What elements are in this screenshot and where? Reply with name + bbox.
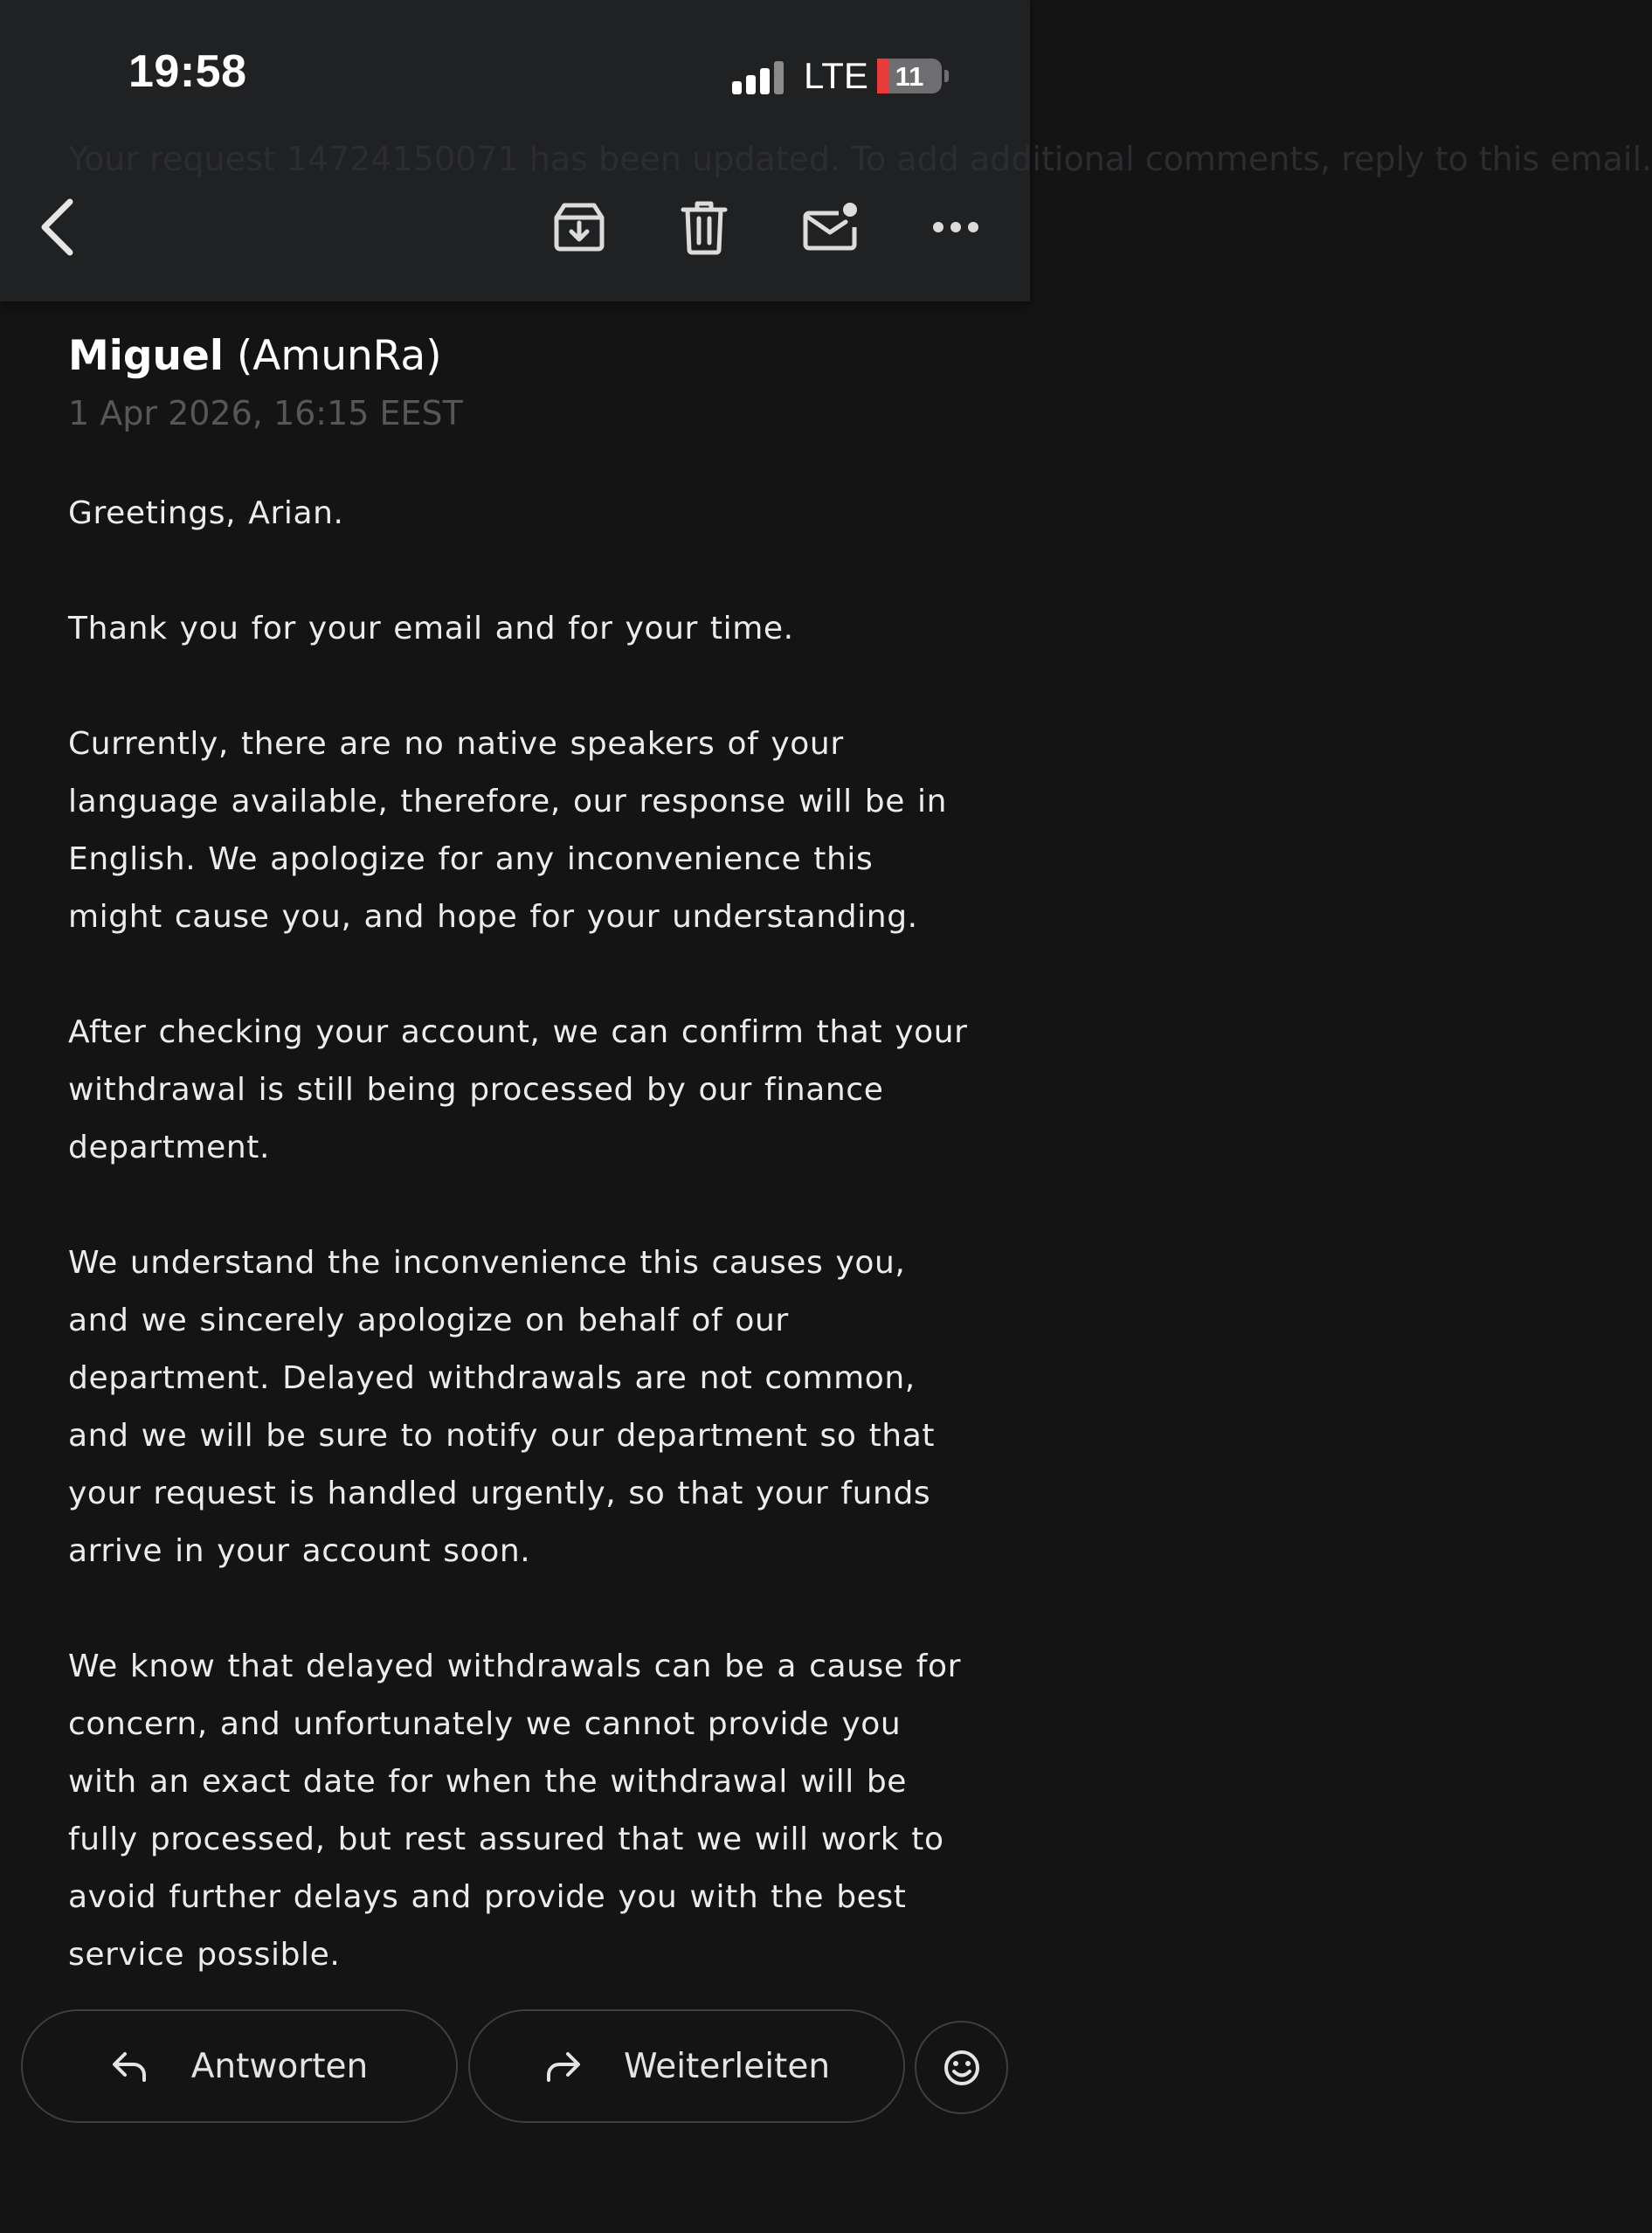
scrolled-preview-text: Your request 14724150071 has been updated. To add additional comments, reply to this email. bbox=[68, 140, 1652, 178]
more-options-button[interactable] bbox=[916, 188, 995, 266]
reply-icon bbox=[111, 2050, 149, 2082]
sender bbox=[68, 332, 442, 380]
archive-icon bbox=[552, 200, 606, 254]
back-chevron-icon bbox=[37, 197, 77, 258]
forward-label: Weiterleiten bbox=[623, 2046, 831, 2086]
body-paragraph: We understand the inconvenience this causes you, and we sincerely apologize on behalf of our department. Delayed withdrawals are not common, and we will be sure to notify our department so that your request is handled urgently, so that your funds arrive in your account soon. bbox=[68, 1245, 936, 1569]
body-paragraph: Thank you for your email and for your time. bbox=[68, 611, 794, 646]
delete-button[interactable] bbox=[665, 188, 743, 266]
signal-strength-icon bbox=[732, 59, 786, 94]
back-button[interactable] bbox=[17, 188, 96, 266]
trash-icon bbox=[680, 199, 729, 255]
status-time: 19:58 bbox=[128, 46, 247, 97]
email-body bbox=[68, 485, 968, 2042]
body-paragraph: Greetings, Arian. bbox=[68, 495, 344, 531]
email-date: 1 Apr 2026, 16:15 EEST bbox=[68, 394, 463, 432]
top-bar bbox=[0, 0, 1652, 301]
battery-level: 11 bbox=[895, 61, 924, 92]
battery-icon bbox=[877, 59, 942, 93]
emoji-reaction-button[interactable] bbox=[915, 2021, 1008, 2114]
archive-button[interactable] bbox=[540, 188, 619, 266]
sender-alias: (AmunRa) bbox=[236, 332, 442, 380]
mark-unread-button[interactable] bbox=[791, 188, 870, 266]
forward-button[interactable] bbox=[468, 2009, 905, 2123]
reply-label: Antworten bbox=[190, 2046, 369, 2086]
network-type: LTE bbox=[804, 55, 868, 96]
mark-unread-icon bbox=[802, 201, 860, 253]
smiley-icon bbox=[943, 2049, 981, 2087]
body-paragraph: We know that delayed withdrawals can be a cause for concern, and unfortunately we cannot provide you with an exact date for when the withdrawal will be fully processed, but rest assured that we will work to avoid further delays and provide you with the best service possible. bbox=[68, 1649, 961, 1973]
sender-name: Miguel bbox=[68, 332, 224, 380]
battery-tip bbox=[944, 70, 949, 82]
more-icon bbox=[932, 221, 979, 233]
body-paragraph: Currently, there are no native speakers of your language available, therefore, our response will be in English. We apologize for any inconvenience this might cause you, and hope for your understanding. bbox=[68, 726, 948, 935]
forward-icon bbox=[543, 2050, 582, 2082]
reply-button[interactable] bbox=[21, 2009, 458, 2123]
body-paragraph: After checking your account, we can confirm that your withdrawal is still being processed by our finance department. bbox=[68, 1014, 968, 1165]
home-indicator bbox=[367, 2202, 664, 2212]
